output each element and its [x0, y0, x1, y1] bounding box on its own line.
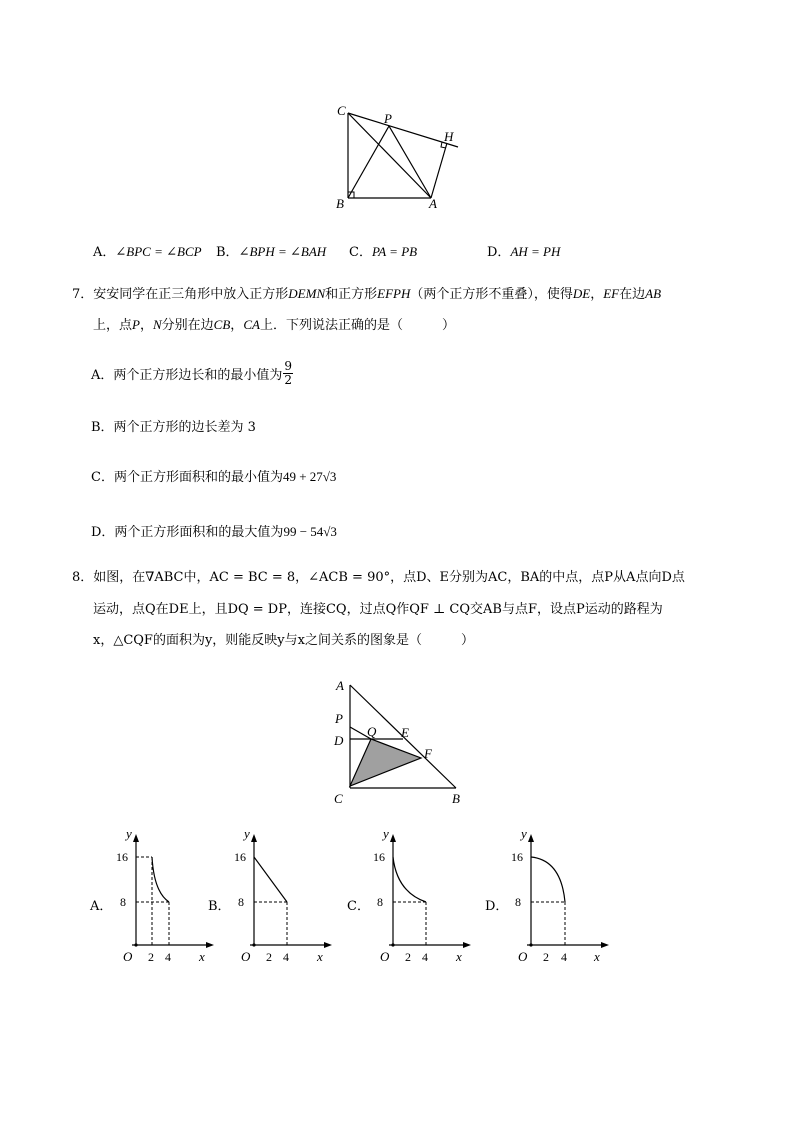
- graph-b-option-label: B．: [208, 899, 231, 914]
- origin-dot: [529, 943, 532, 946]
- q6-option-d: [487, 241, 560, 260]
- y-label: y: [383, 830, 389, 841]
- graph-c-curve: [393, 857, 426, 902]
- graph-a: [110, 830, 220, 970]
- q7-option-d-math: 99 − 54√3: [283, 524, 337, 539]
- q7-point-p: P: [132, 317, 140, 332]
- q7-stem-line-1: [72, 287, 661, 301]
- q7-point-n: N: [152, 317, 162, 332]
- q6-option-b-math: ∠BPH = ∠BAH: [238, 244, 327, 259]
- q8-text-2: 运动，点Q在DE上，且DQ = DP，连接CQ，过点Q作QF ⊥ CQ交AB与点F，设点P运动的路程为: [93, 602, 663, 617]
- q7-option-d-text: D．两个正方形面积和的最大值为: [91, 525, 284, 540]
- label-a: A: [336, 678, 344, 693]
- figure-1-geometry: [330, 100, 470, 215]
- q7-side-ca: CA: [243, 317, 260, 332]
- x-label: x: [199, 949, 205, 964]
- label-q: Q: [367, 724, 377, 739]
- q7-text: 上，点: [93, 318, 133, 333]
- graph-a-curve: [152, 857, 169, 902]
- graph-b: [228, 830, 338, 970]
- q7-text: ，: [230, 318, 244, 333]
- q6-options-row: [93, 241, 202, 260]
- segment-ah: [431, 143, 447, 198]
- q6-option-c: [349, 241, 417, 260]
- q6-option-c-math: PA = PB: [371, 244, 418, 259]
- y-axis-arrow: [390, 834, 396, 842]
- q7-segment-de: DE: [572, 286, 591, 301]
- q7-text: 7．安安同学在正三角形中放入正方形: [72, 287, 289, 302]
- q7-side-ab: AB: [645, 286, 662, 301]
- x-tick-4: 4: [422, 950, 428, 964]
- y-axis-arrow: [133, 834, 139, 842]
- label-c: C: [337, 103, 346, 118]
- x-tick-4: 4: [561, 950, 567, 964]
- graph-c-option-label: C．: [347, 899, 370, 914]
- y-tick-16: 16: [116, 850, 128, 864]
- fraction-denominator: 2: [284, 372, 293, 387]
- q6-option-a-letter: A．: [93, 245, 116, 260]
- graph-c: [367, 830, 477, 970]
- q7-side-cb: CB: [213, 317, 231, 332]
- y-axis-arrow: [251, 834, 257, 842]
- q7-option-a: [91, 360, 293, 386]
- q8-stem-line-1: [72, 571, 685, 584]
- q7-text: 和正方形: [325, 287, 378, 302]
- label-h: H: [444, 129, 454, 144]
- q8-stem-line-2: [93, 603, 663, 616]
- y-tick-16: 16: [511, 850, 523, 864]
- q7-segment-ef: EF: [603, 286, 620, 301]
- q7-option-c-text: C．两个正方形面积和的最小值为: [91, 470, 283, 485]
- y-label: y: [244, 830, 250, 841]
- x-tick-4: 4: [283, 950, 289, 964]
- q6-option-d-math: AH = PH: [510, 244, 561, 259]
- x-tick-2: 2: [405, 950, 411, 964]
- y-label: y: [521, 830, 527, 841]
- origin-label: O: [123, 949, 133, 964]
- y-label: y: [126, 830, 132, 841]
- q7-option-b: [91, 416, 256, 435]
- q8-text-1: 8．如图，在∇ABC中，AC = BC = 8，∠ACB = 90°，点D、E分别为AC，BA的中点，点P从A点向D点: [72, 570, 685, 585]
- y-tick-8: 8: [120, 895, 126, 909]
- q7-square-2: EFPH: [377, 286, 411, 301]
- q7-text: 在边: [619, 287, 646, 302]
- q8-stem-line-3: [93, 634, 474, 647]
- label-f: F: [424, 746, 432, 761]
- y-tick-16: 16: [373, 850, 385, 864]
- x-axis-arrow: [206, 942, 214, 948]
- q6-option-c-letter: C．: [349, 245, 372, 260]
- q7-text: 分别在边: [161, 318, 214, 333]
- x-axis-arrow: [601, 942, 609, 948]
- label-b: B: [336, 196, 344, 211]
- x-label: x: [456, 949, 462, 964]
- q7-text: 上．下列说法正确的是（ ）: [259, 318, 455, 333]
- y-axis-arrow: [528, 834, 534, 842]
- q7-option-c: [91, 466, 336, 485]
- origin-label: O: [518, 949, 528, 964]
- origin-label: O: [241, 949, 251, 964]
- fraction-numerator: 9: [284, 359, 293, 373]
- label-e: E: [401, 725, 409, 740]
- x-tick-2: 2: [543, 950, 549, 964]
- q7-option-c-math: 49 + 27√3: [282, 469, 337, 484]
- y-tick-8: 8: [377, 895, 383, 909]
- origin-dot: [134, 943, 137, 946]
- label-p: P: [384, 111, 392, 126]
- x-tick-2: 2: [148, 950, 154, 964]
- figure-2-geometry: [325, 673, 475, 808]
- label-p: P: [335, 711, 343, 726]
- label-d: D: [334, 733, 344, 748]
- graph-d-curve: [531, 857, 565, 902]
- q6-option-d-letter: D．: [487, 245, 511, 260]
- x-axis-arrow: [324, 942, 332, 948]
- q7-stem-line-2: [93, 318, 455, 332]
- label-c: C: [334, 791, 343, 806]
- q7-text: （两个正方形不重叠），使得: [410, 287, 573, 302]
- origin-label: O: [380, 949, 390, 964]
- q7-option-a-text: A．两个正方形边长和的最小值为: [91, 367, 283, 383]
- q7-option-b-text: B．两个正方形的边长差为 3: [91, 420, 256, 435]
- graph-a-option-label: A．: [90, 899, 113, 914]
- shaded-triangle-cqf: [350, 739, 421, 786]
- graph-b-line: [254, 857, 287, 902]
- q7-text: ，: [590, 287, 604, 302]
- x-tick-2: 2: [266, 950, 272, 964]
- x-axis-arrow: [463, 942, 471, 948]
- graph-d-option-label: D．: [485, 899, 509, 914]
- q6-option-b-letter: B．: [216, 245, 239, 260]
- label-b: B: [452, 791, 460, 806]
- y-tick-8: 8: [515, 895, 521, 909]
- q7-square-1: DEMN: [288, 286, 326, 301]
- origin-dot: [252, 943, 255, 946]
- q8-text-3: x，△CQF的面积为y，则能反映y与x之间关系的图象是（ ）: [93, 633, 474, 648]
- segment-pb: [348, 126, 389, 198]
- q7-option-d: [91, 521, 337, 540]
- graph-d: [505, 830, 615, 970]
- q7-option-a-fraction: [283, 360, 293, 386]
- label-a: A: [429, 196, 437, 211]
- y-tick-8: 8: [238, 895, 244, 909]
- y-tick-16: 16: [234, 850, 246, 864]
- q6-option-b: [216, 241, 326, 260]
- origin-dot: [391, 943, 394, 946]
- q6-option-a-math: ∠BPC = ∠BCP: [115, 244, 202, 259]
- x-label: x: [317, 949, 323, 964]
- x-tick-4: 4: [165, 950, 171, 964]
- q7-text: ，: [139, 318, 153, 333]
- x-label: x: [594, 949, 600, 964]
